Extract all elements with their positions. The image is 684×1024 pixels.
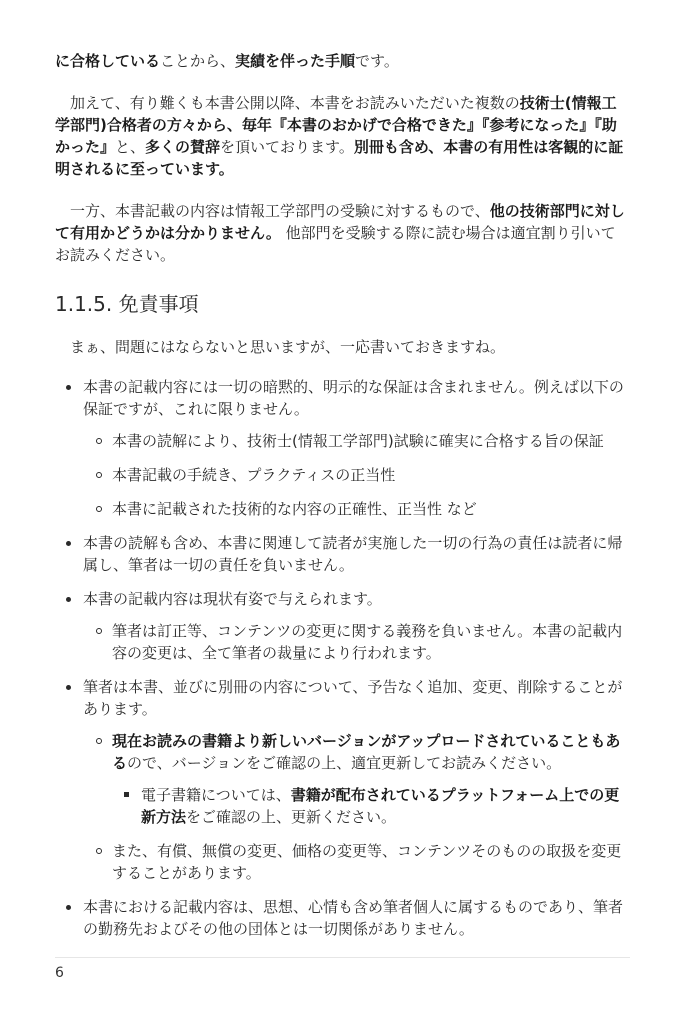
sub-list-item <box>83 620 630 664</box>
bold-text: に合格している <box>55 52 161 70</box>
sub-list-item <box>83 730 630 828</box>
disclaimer-list <box>55 376 630 940</box>
text: 一方、本書記載の内容は情報工学部門の受験に対するもので、 <box>70 202 490 220</box>
bullet-icon <box>66 905 71 910</box>
sub-list-item-text: ので、バージョンをご確認の上、適宜更新してお読みください。 <box>127 754 562 772</box>
sub-list-item <box>83 840 630 884</box>
sub-sub-list <box>112 784 630 828</box>
list-item-text: 本書の記載内容には一切の暗黙的、明示的な保証は含まれません。例えば以下の保証ですが、これに限りません。 <box>83 378 624 418</box>
document-page <box>55 50 630 952</box>
paragraph-testimonials <box>55 92 630 180</box>
bold-text: 現在お読みの書籍より新しいバージョンがアップロードされていることもある <box>112 732 621 772</box>
list-item <box>55 676 630 884</box>
circle-bullet-icon <box>96 472 102 478</box>
paragraph-other-departments <box>55 200 630 266</box>
list-item-text: 本書における記載内容は、思想、心情も含め筆者個人に属するものであり、筆者の勤務先およびその他の団体とは一切関係がありません。 <box>83 898 624 938</box>
bullet-icon <box>66 541 71 546</box>
list-item <box>55 896 630 940</box>
sub-sub-list-item <box>112 784 630 828</box>
circle-bullet-icon <box>96 848 102 854</box>
sub-list-item-text: 本書記載の手続き、プラクティスの正当性 <box>112 466 396 484</box>
sub-list-item <box>83 498 630 520</box>
section-lead: まぁ、問題にはならないと思いますが、一応書いておきますね。 <box>70 338 506 356</box>
bold-text: 多くの賛辞 <box>145 138 221 156</box>
bold-text: 他の技術部門に対して有用かどうかは分かりません。 <box>55 202 625 242</box>
list-item-text: 本書の記載内容は現状有姿で与えられます。 <box>83 590 382 608</box>
sub-list-item-text: 本書の読解により、技術士(情報工学部門)試験に確実に合格する旨の保証 <box>112 432 604 450</box>
text: 電子書籍については、 <box>141 786 291 804</box>
sub-list-item-text: 本書に記載された技術的な内容の正確性、正当性 など <box>112 500 477 518</box>
square-bullet-icon <box>124 792 129 797</box>
list-item <box>55 376 630 520</box>
footer-divider <box>55 957 630 958</box>
sub-list-item <box>83 464 630 486</box>
list-item <box>55 532 630 576</box>
bold-text: 技術士(情報工学部門)合格者の方々から、毎年『本書のおかげで合格できた』『参考になった』『助かった』 <box>55 94 617 156</box>
bold-text: 実績を伴った手順 <box>235 52 356 70</box>
section-heading: 1.1.5. 免責事項 <box>55 292 199 316</box>
list-item-text: 本書の読解も含め、本書に関連して読者が実施した一切の行為の責任は読者に帰属し、筆者は一切の責任を負いません。 <box>83 534 623 574</box>
page-number: 6 <box>55 965 64 981</box>
circle-bullet-icon <box>96 438 102 444</box>
sub-list <box>83 430 630 520</box>
list-item-text: 筆者は本書、並びに別冊の内容について、予告なく追加、変更、削除することがあります。 <box>83 678 623 718</box>
bullet-icon <box>66 385 71 390</box>
sub-list-item-text: 筆者は訂正等、コンテンツの変更に関する義務を負いません。本書の記載内容の変更は、全て筆者の裁量により行われます。 <box>112 622 623 662</box>
text: と、 <box>115 138 146 156</box>
circle-bullet-icon <box>96 628 102 634</box>
sub-list-item-text: また、有償、無償の変更、価格の変更等、コンテンツそのものの取扱を変更することがあります。 <box>112 842 622 882</box>
text: 加えて、有り難くも本書公開以降、本書をお読みいただいた複数の <box>70 94 520 112</box>
sub-list-item <box>83 430 630 452</box>
sub-list <box>83 620 630 664</box>
text: です。 <box>355 52 399 70</box>
circle-bullet-icon <box>96 506 102 512</box>
text: 他部門を受験する際に読む場合は適宜割り引いてお読みください。 <box>55 224 616 264</box>
text: ことから、 <box>160 52 236 70</box>
text: をご確認の上、更新ください。 <box>186 808 397 826</box>
sub-list <box>83 730 630 884</box>
paragraph-track-record <box>55 50 630 72</box>
list-item <box>55 588 630 664</box>
bold-text: 別冊も含め、本書の有用性は客観的に証明されるに至っています。 <box>55 138 624 178</box>
text: を頂いております。 <box>220 138 354 156</box>
bold-text: 書籍が配布されているプラットフォーム上での更新方法 <box>141 786 620 826</box>
bullet-icon <box>66 685 71 690</box>
circle-bullet-icon <box>96 738 102 744</box>
bullet-icon <box>66 597 71 602</box>
